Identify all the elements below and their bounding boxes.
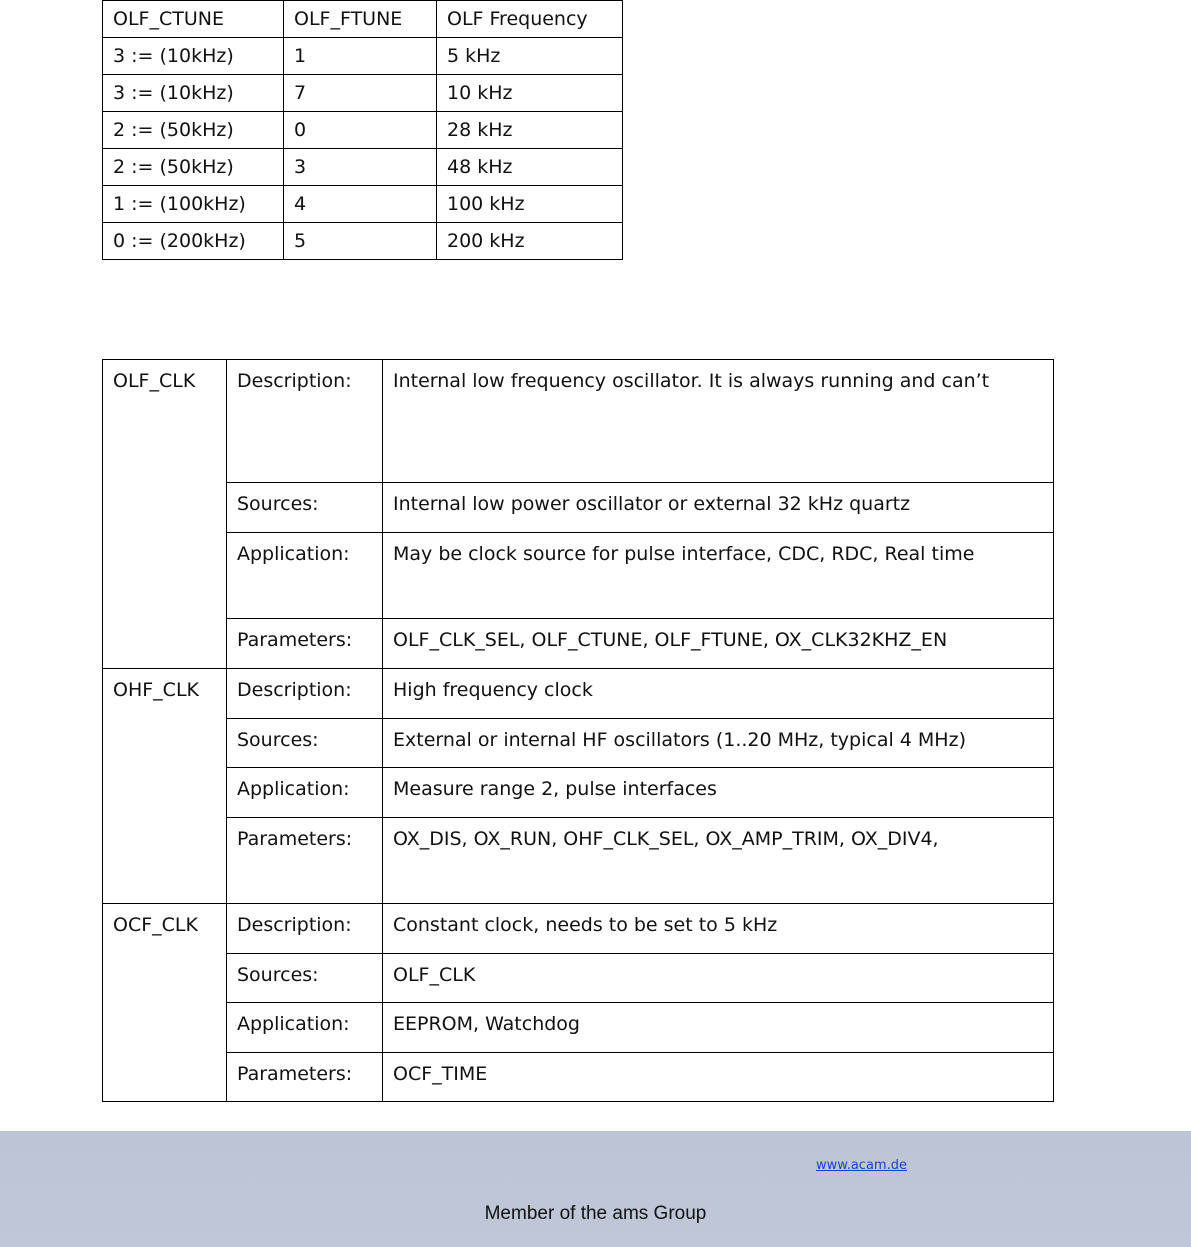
clock-description-table xyxy=(102,359,1054,1102)
table-cell: 3 := (10kHz) xyxy=(103,75,284,112)
table-cell: 5 kHz xyxy=(437,38,623,75)
table-cell: 5 xyxy=(284,223,437,260)
clock-name: OCF_CLK xyxy=(103,904,227,1102)
table-row xyxy=(103,533,1054,619)
clock-name: OHF_CLK xyxy=(103,669,227,904)
row-value: Internal low frequency oscillator. It is always running and can’t xyxy=(383,360,1054,483)
table-cell: 2 := (50kHz) xyxy=(103,112,284,149)
table-cell: 7 xyxy=(284,75,437,112)
table-row xyxy=(103,719,1054,768)
row-value: Internal low power oscillator or external 32 kHz quartz xyxy=(383,483,1054,533)
row-value: OCF_TIME xyxy=(383,1053,1054,1102)
table-cell: 4 xyxy=(284,186,437,223)
table-cell: 1 xyxy=(284,38,437,75)
table-row xyxy=(103,904,1054,954)
row-value: EEPROM, Watchdog xyxy=(383,1003,1054,1053)
table-cell: 0 := (200kHz) xyxy=(103,223,284,260)
row-value: External or internal HF oscillators (1..20 MHz, typical 4 MHz) xyxy=(383,719,1054,768)
row-value: Measure range 2, pulse interfaces xyxy=(383,768,1054,818)
website-link[interactable]: www.acam.de xyxy=(816,1158,907,1173)
row-key: Description: xyxy=(227,904,383,954)
clock-name: OLF_CLK xyxy=(103,360,227,669)
row-key: Description: xyxy=(227,360,383,483)
table-row xyxy=(103,768,1054,818)
table-row xyxy=(103,112,623,149)
table-row xyxy=(103,223,623,260)
row-key: Sources: xyxy=(227,954,383,1003)
row-key: Parameters: xyxy=(227,818,383,904)
table-row xyxy=(103,75,623,112)
table-cell: 0 xyxy=(284,112,437,149)
column-header: OLF_FTUNE xyxy=(284,1,437,38)
olf-frequency-table xyxy=(102,0,623,260)
table-header-row xyxy=(103,1,623,38)
table-row xyxy=(103,186,623,223)
table-cell: 10 kHz xyxy=(437,75,623,112)
row-key: Application: xyxy=(227,768,383,818)
table-row xyxy=(103,818,1054,904)
column-header: OLF_CTUNE xyxy=(103,1,284,38)
row-value: OLF_CLK_SEL, OLF_CTUNE, OLF_FTUNE, OX_CLK32KHZ_EN xyxy=(383,619,1054,669)
row-key: Description: xyxy=(227,669,383,719)
row-value: OLF_CLK xyxy=(383,954,1054,1003)
row-key: Application: xyxy=(227,533,383,619)
table-row xyxy=(103,669,1054,719)
table-cell: 28 kHz xyxy=(437,112,623,149)
table-cell: 2 := (50kHz) xyxy=(103,149,284,186)
table-cell: 48 kHz xyxy=(437,149,623,186)
row-value: Constant clock, needs to be set to 5 kHz xyxy=(383,904,1054,954)
row-key: Parameters: xyxy=(227,1053,383,1102)
table-row xyxy=(103,360,1054,483)
table-cell: 200 kHz xyxy=(437,223,623,260)
table-cell: 100 kHz xyxy=(437,186,623,223)
table-row xyxy=(103,619,1054,669)
row-value: May be clock source for pulse interface, CDC, RDC, Real time xyxy=(383,533,1054,619)
table-row xyxy=(103,483,1054,533)
row-value: High frequency clock xyxy=(383,669,1054,719)
table-row xyxy=(103,954,1054,1003)
row-value: OX_DIS, OX_RUN, OHF_CLK_SEL, OX_AMP_TRIM, OX_DIV4, xyxy=(383,818,1054,904)
table-row xyxy=(103,1003,1054,1053)
member-text: Member of the ams Group xyxy=(484,1203,707,1224)
table-cell: 3 := (10kHz) xyxy=(103,38,284,75)
row-key: Sources: xyxy=(227,483,383,533)
row-key: Parameters: xyxy=(227,619,383,669)
table-cell: 1 := (100kHz) xyxy=(103,186,284,223)
table-row xyxy=(103,149,623,186)
table-cell: 3 xyxy=(284,149,437,186)
table-row xyxy=(103,1053,1054,1102)
row-key: Sources: xyxy=(227,719,383,768)
page-footer xyxy=(0,1131,1191,1247)
column-header: OLF Frequency xyxy=(437,1,623,38)
table-row xyxy=(103,38,623,75)
row-key: Application: xyxy=(227,1003,383,1053)
